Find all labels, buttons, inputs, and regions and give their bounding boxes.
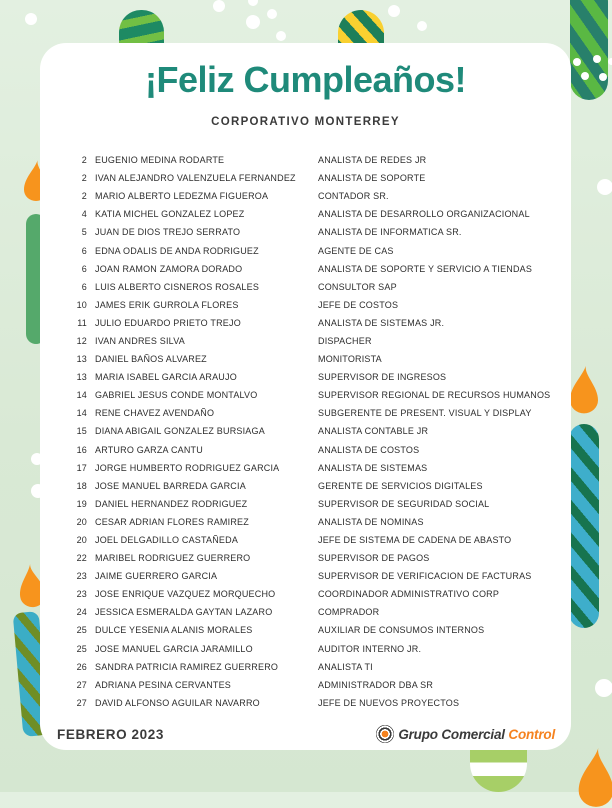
- employee-name: JULIO EDUARDO PRIETO TREJO: [95, 317, 241, 328]
- list-item: [40, 386, 571, 404]
- birthday-day: 6: [81, 263, 87, 274]
- employee-name: JORGE HUMBERTO RODRIGUEZ GARCIA: [95, 462, 280, 473]
- list-item: [40, 314, 571, 332]
- list-item: [40, 205, 571, 223]
- confetti-dot-icon: [246, 15, 260, 29]
- employee-name: EDNA ODALIS DE ANDA RODRIGUEZ: [95, 245, 259, 256]
- list-item: [40, 676, 571, 694]
- birthday-day: 6: [81, 245, 87, 256]
- employee-name: IVAN ANDRES SILVA: [95, 335, 185, 346]
- employee-role: SUBGERENTE DE PRESENT. VISUAL Y DISPLAY: [318, 408, 532, 419]
- employee-name: IVAN ALEJANDRO VALENZUELA FERNANDEZ: [95, 173, 296, 184]
- employee-role: CONTADOR SR.: [318, 191, 389, 202]
- birthday-day: 27: [76, 697, 87, 708]
- employee-name: MARIA ISABEL GARCIA ARAUJO: [95, 372, 237, 383]
- employee-name: ADRIANA PESINA CERVANTES: [95, 679, 232, 690]
- company-logo: [376, 725, 555, 743]
- employee-role: SUPERVISOR DE INGRESOS: [318, 372, 447, 383]
- employee-role: COORDINADOR ADMINISTRATIVO CORP: [318, 589, 500, 600]
- employee-role: DISPACHER: [318, 335, 372, 346]
- confetti-dot-icon: [573, 58, 581, 66]
- location-subtitle: CORPORATIVO MONTERREY: [211, 116, 400, 128]
- list-item: [40, 585, 571, 603]
- list-item: [40, 169, 571, 187]
- birthday-day: 14: [76, 390, 87, 401]
- employee-role: ANALISTA DE REDES JR: [318, 155, 427, 166]
- birthday-day: 5: [81, 227, 87, 238]
- employee-name: GABRIEL JESUS CONDE MONTALVO: [95, 390, 258, 401]
- employee-name: ARTURO GARZA CANTU: [95, 444, 203, 455]
- employee-name: LUIS ALBERTO CISNEROS ROSALES: [95, 281, 260, 292]
- birthday-day: 2: [81, 191, 87, 202]
- list-item: [40, 404, 571, 422]
- birthday-day: 23: [76, 571, 87, 582]
- flame-icon: [570, 364, 598, 416]
- birthday-day: 23: [76, 589, 87, 600]
- employee-role: ANALISTA DE SISTEMAS: [318, 462, 428, 473]
- birthday-day: 14: [76, 408, 87, 419]
- confetti-dot-icon: [388, 5, 400, 17]
- birthday-day: 4: [81, 209, 87, 220]
- employee-name: RENE CHAVEZ AVENDAÑO: [95, 408, 215, 419]
- confetti-dot-icon: [25, 13, 37, 25]
- employee-role: ANALISTA DE SOPORTE Y SERVICIO A TIENDAS: [318, 263, 533, 274]
- page-title: ¡Feliz Cumpleaños!: [144, 59, 467, 100]
- list-item: [40, 296, 571, 314]
- confetti-dot-icon: [213, 0, 225, 12]
- employee-role: JEFE DE SISTEMA DE CADENA DE ABASTO: [318, 535, 512, 546]
- birthday-day: 15: [76, 426, 87, 437]
- employee-role: CONSULTOR SAP: [318, 281, 397, 292]
- employee-role: SUPERVISOR REGIONAL DE RECURSOS HUMANOS: [318, 390, 551, 401]
- employee-name: MARIO ALBERTO LEDEZMA FIGUEROA: [95, 191, 269, 202]
- list-item: [40, 260, 571, 278]
- list-item: [40, 603, 571, 621]
- company-logo-text: [398, 727, 555, 742]
- birthday-day: 17: [76, 462, 87, 473]
- employee-name: DIANA ABIGAIL GONZALEZ BURSIAGA: [95, 426, 265, 437]
- employee-name: SANDRA PATRICIA RAMIREZ GUERRERO: [95, 661, 279, 672]
- birthday-day: 20: [76, 516, 87, 527]
- striped-candle-icon: [570, 0, 608, 100]
- birthday-day: 26: [76, 661, 87, 672]
- employee-name: JAIME GUERRERO GARCIA: [95, 571, 218, 582]
- confetti-dot-icon: [599, 73, 607, 81]
- employee-name: DANIEL HERNANDEZ RODRIGUEZ: [95, 498, 248, 509]
- list-item: [40, 368, 571, 386]
- confetti-dot-icon: [248, 0, 258, 6]
- list-item: [40, 459, 571, 477]
- list-item: [40, 549, 571, 567]
- confetti-dot-icon: [595, 679, 612, 697]
- employee-name: JESSICA ESMERALDA GAYTAN LAZARO: [95, 607, 273, 618]
- employee-name: DAVID ALFONSO AGUILAR NAVARRO: [95, 697, 260, 708]
- list-item: [40, 621, 571, 639]
- confetti-dot-icon: [581, 72, 589, 80]
- list-item: [40, 441, 571, 459]
- employee-name: JOSE MANUEL GARCIA JARAMILLO: [95, 643, 253, 654]
- confetti-dot-icon: [276, 31, 286, 41]
- list-item: [40, 495, 571, 513]
- employee-role: ANALISTA CONTABLE JR: [318, 426, 429, 437]
- employee-name: MARIBEL RODRIGUEZ GUERRERO: [95, 553, 251, 564]
- birthday-day: 20: [76, 535, 87, 546]
- list-item: [40, 694, 571, 712]
- list-item: [40, 187, 571, 205]
- employee-role: ANALISTA DE SOPORTE: [318, 173, 426, 184]
- birthday-day: 6: [81, 281, 87, 292]
- birthday-day: 18: [76, 480, 87, 491]
- employee-name: JUAN DE DIOS TREJO SERRATO: [95, 227, 241, 238]
- list-item: [40, 278, 571, 296]
- birthday-day: 11: [77, 317, 87, 328]
- employee-name: EUGENIO MEDINA RODARTE: [95, 155, 225, 166]
- employee-name: KATIA MICHEL GONZALEZ LOPEZ: [95, 209, 245, 220]
- striped-candle-icon: [470, 750, 527, 792]
- birthday-day: 27: [76, 679, 87, 690]
- employee-name: JOAN RAMON ZAMORA DORADO: [95, 263, 243, 274]
- employee-role: ANALISTA DE DESARROLLO ORGANIZACIONAL: [318, 209, 530, 220]
- confetti-dot-icon: [593, 55, 601, 63]
- logo-accent: Control: [508, 726, 555, 742]
- employee-role: ANALISTA DE INFORMATICA SR.: [318, 227, 462, 238]
- birthday-day: 16: [76, 444, 87, 455]
- month-label: FEBRERO 2023: [57, 727, 164, 742]
- birthday-day: 10: [76, 299, 87, 310]
- list-item: [40, 567, 571, 585]
- logo-name: Grupo Comercial: [398, 726, 505, 742]
- employee-role: SUPERVISOR DE SEGURIDAD SOCIAL: [318, 498, 490, 509]
- list-item: [40, 531, 571, 549]
- confetti-dot-icon: [267, 9, 277, 19]
- birthday-day: 25: [76, 643, 87, 654]
- employee-role: SUPERVISOR DE VERIFICACION DE FACTURAS: [318, 571, 532, 582]
- birthday-list: [40, 151, 571, 712]
- employee-name: JAMES ERIK GURROLA FLORES: [95, 299, 239, 310]
- target-logo-icon: [376, 725, 394, 743]
- birthday-day: 19: [76, 498, 87, 509]
- employee-name: DANIEL BAÑOS ALVAREZ: [95, 354, 207, 365]
- employee-role: AGENTE DE CAS: [318, 245, 394, 256]
- list-item: [40, 350, 571, 368]
- employee-role: GERENTE DE SERVICIOS DIGITALES: [318, 480, 483, 491]
- birthday-day: 13: [76, 372, 87, 383]
- list-item: [40, 422, 571, 440]
- birthday-day: 25: [76, 625, 87, 636]
- flame-icon: [572, 748, 612, 808]
- birthday-day: 24: [76, 607, 87, 618]
- employee-role: ANALISTA TI: [318, 661, 373, 672]
- confetti-dot-icon: [417, 21, 427, 31]
- birthday-day: 2: [81, 155, 87, 166]
- confetti-dot-icon: [597, 179, 612, 195]
- employee-role: ADMINISTRADOR DBA SR: [318, 679, 434, 690]
- striped-candle-icon: [569, 424, 599, 628]
- employee-role: ANALISTA DE NOMINAS: [318, 516, 424, 527]
- birthday-day: 22: [76, 553, 87, 564]
- poster-card: [40, 43, 571, 750]
- birthday-day: 12: [76, 335, 87, 346]
- employee-role: SUPERVISOR DE PAGOS: [318, 553, 430, 564]
- employee-name: DULCE YESENIA ALANIS MORALES: [95, 625, 253, 636]
- list-item: [40, 477, 571, 495]
- employee-role: AUDITOR INTERNO JR.: [318, 643, 422, 654]
- list-item: [40, 640, 571, 658]
- employee-role: AUXILIAR DE CONSUMOS INTERNOS: [318, 625, 485, 636]
- employee-name: JOSE MANUEL BARREDA GARCIA: [95, 480, 246, 491]
- employee-role: ANALISTA DE SISTEMAS JR.: [318, 317, 445, 328]
- employee-name: JOEL DELGADILLO CASTAÑEDA: [95, 535, 239, 546]
- birthday-day: 13: [76, 354, 87, 365]
- birthday-day: 2: [81, 173, 87, 184]
- list-item: [40, 223, 571, 241]
- employee-role: JEFE DE NUEVOS PROYECTOS: [318, 697, 460, 708]
- employee-role: ANALISTA DE COSTOS: [318, 444, 420, 455]
- employee-name: CESAR ADRIAN FLORES RAMIREZ: [95, 516, 249, 527]
- list-item: [40, 513, 571, 531]
- employee-role: MONITORISTA: [318, 354, 382, 365]
- list-item: [40, 241, 571, 259]
- employee-role: JEFE DE COSTOS: [318, 299, 399, 310]
- list-item: [40, 151, 571, 169]
- list-item: [40, 658, 571, 676]
- employee-name: JOSE ENRIQUE VAZQUEZ MORQUECHO: [95, 589, 276, 600]
- employee-role: COMPRADOR: [318, 607, 380, 618]
- list-item: [40, 332, 571, 350]
- confetti-dot-icon: [608, 58, 612, 65]
